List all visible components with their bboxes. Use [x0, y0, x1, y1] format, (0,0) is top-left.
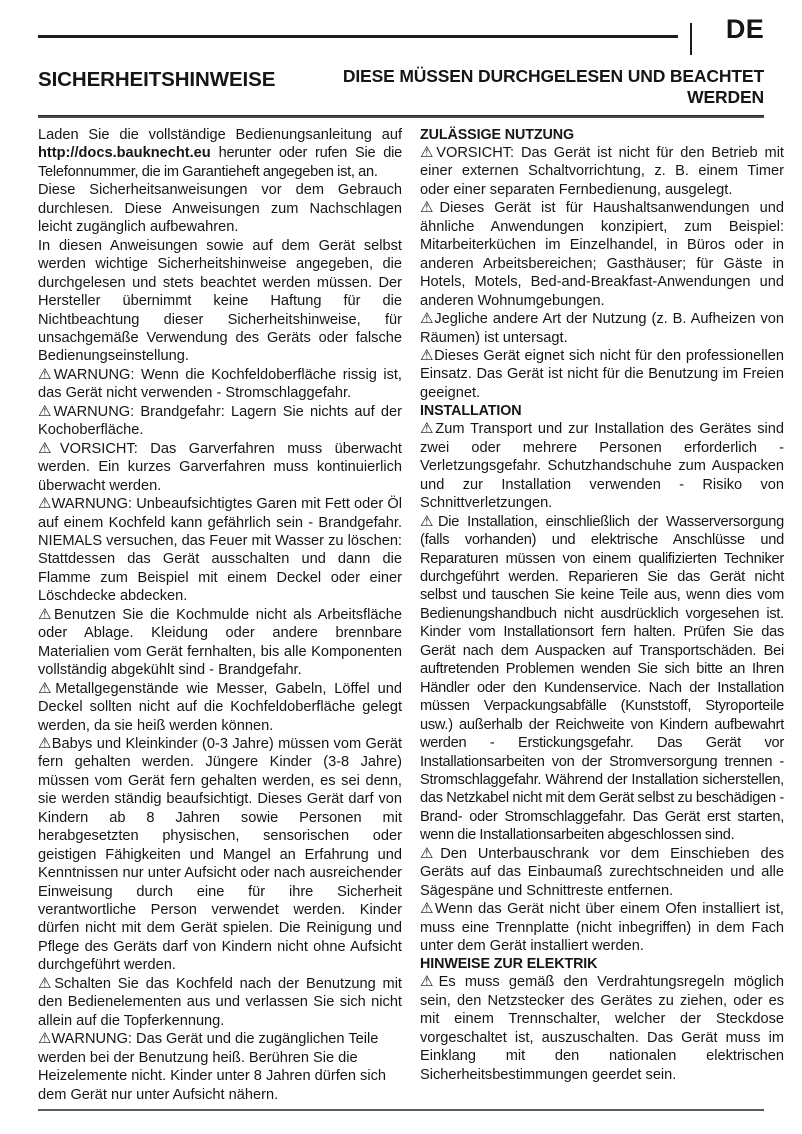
left-warning-6 [38, 680, 402, 735]
header-top-row [38, 14, 764, 64]
left-warning-2-text: WARNUNG: Brandgefahr: Lagern Sie nichts auf der Kochoberfläche. [38, 403, 402, 439]
page-header [38, 0, 764, 118]
left-warning-3-text: VORSICHT: Das Garverfahren muss überwacht werden. Ein kurzes Garverfahren muss kontinuierlich überwacht werden. [38, 440, 402, 494]
right-s2-warning-2-text: Die Installation, einschließlich der Wasserversorgung (falls vorhanden) und elektrische Anschlüsse und Reparaturen müssen von einem qualifizierten Techniker durchgeführt werden. Reparieren Sie das Gerät nicht selbst und tauschen Sie keine Teile aus, wenn dies vom Bedienungshandbuch nicht ausdrücklich vorgesehen ist. Kinder vom Installationsort fern halten. Prüfen Sie das Gerät nach dem Auspacken auf Transportschäden. Bei auftretenden Problemen wenden Sie sich bitte an Ihren Händler oder den Kundenservice. Nach der Installation müssen Verpackungsabfälle (Kunststoff, Styroporteile usw.) außerhalb der Reichweite von Kindern aufbewahrt werden - Erstickungsgefahr. Das Gerät vor Installationsarbeiten von der Stromversorgung trennen - Stromschlaggefahr. Während der Installation sicherstellen, das Netzkabel nicht mit dem Gerät selbst zu beschädigen - Brand- oder Stromschlaggefahr. Das Gerät erst starten, wenn die Installationsarbeiten abgeschlossen sind. [420, 513, 784, 844]
right-s1-warning-4-text: Dieses Gerät eignet sich nicht für den professionellen Einsatz. Das Gerät ist nicht für die Benutzung im Freien geeignet. [420, 347, 785, 401]
intro-paragraph [38, 126, 402, 181]
left-warning-5-text: Benutzen Sie die Kochmulde nicht als Arbeitsfläche oder Ablage. Kleidung oder andere brennbare Materialien vom Gerät fernhalten, bis alle Komponenten vollständig abgekühlt sind - Brandgefahr. [38, 606, 402, 679]
right-s3-warning-1 [420, 973, 784, 1084]
warning-triangle-icon: ⚠ [38, 494, 52, 513]
left-warning-9 [38, 1030, 402, 1104]
warning-triangle-icon: ⚠ [420, 345, 435, 364]
section-heading-installation: INSTALLATION [420, 403, 522, 420]
warning-triangle-icon: ⚠ [420, 198, 440, 217]
right-s2-warning-1 [420, 420, 784, 512]
intro-text-before: Laden Sie die vollständige Bedienungsanleitung auf [38, 127, 402, 143]
left-column [38, 126, 402, 1104]
left-warning-6-text: Metallgegenstände wie Messer, Gabeln, Löffel und Deckel sollten nicht auf die Kochfeldoberfläche gelegt werden, da sie heiß werden können. [38, 680, 402, 734]
warning-triangle-icon: ⚠ [420, 309, 435, 328]
left-warning-3 [38, 440, 402, 495]
warning-triangle-icon: ⚠ [38, 973, 55, 992]
page-subtitle: DIESE MÜSSEN DURCHGELESEN UND BEACHTET WERDEN [342, 66, 764, 107]
right-s2-warning-3-text: Den Unterbauschrank vor dem Einschieben des Geräts auf das Einbaumaß zurechtschneiden und alle Sägespäne und Schnittreste entfernen. [420, 845, 784, 899]
left-warning-7-text: Babys und Kleinkinder (0-3 Jahre) müssen vom Gerät fern gehalten werden. Jüngere Kinder (3-8 Jahre) müssen vom Gerät fern gehalten werden, es sei denn, sie werden ständig beaufsichtigt. Dieses Gerät darf von Kindern ab 8 Jahren sowie Personen mit herabgesetzten physischen, sensorischen oder geistigen Fähigkeiten und Mangel an Erfahrung und Kenntnissen nur unter Aufsicht oder nach ausreichender Einweisung durch eine für ihre Sicherheit verantwortliche Person verwendet werden. Kinder dürfen nicht mit dem Gerät spielen. Die Reinigung und Pflege des Geräts darf von Kindern nicht ohne Aufsicht durchgeführt werden. [38, 735, 403, 974]
warning-triangle-icon: ⚠ [420, 419, 436, 438]
left-warning-9-text: WARNUNG: Das Gerät und die zugänglichen Teile werden bei der Benutzung heiß. Berühren Sie die Heizelemente nicht. Kinder unter 8 Jahren dürfen sich dem Gerät nur unter Aufsicht nähern. [38, 1031, 387, 1103]
warning-triangle-icon: ⚠ [38, 438, 60, 457]
left-warning-4-text: WARNUNG: Unbeaufsichtigtes Garen mit Fett oder Öl auf einem Kochfeld kann gefährlich sein - Brandgefahr. NIEMALS versuchen, das Feuer mit Wasser zu löschen: Stattdessen das Gerät ausschalten und dann die Flamme zum Beispiel mit einem Deckel oder einer Löschdecke abdecken. [38, 496, 403, 605]
warning-triangle-icon: ⚠ [38, 364, 54, 383]
right-s1-warning-1-text: VORSICHT: Das Gerät ist nicht für den Betrieb mit einer externen Schaltvorrichtung, z. B. einem Timer oder einer separaten Fernbedienung, ausgelegt. [420, 145, 784, 198]
right-column [420, 126, 784, 1084]
warning-triangle-icon: ⚠ [420, 511, 439, 530]
warning-triangle-icon: ⚠ [38, 678, 56, 697]
warning-triangle-icon: ⚠ [38, 401, 54, 420]
left-warning-5 [38, 606, 402, 680]
header-title-row [38, 66, 764, 108]
header-bottom-rule [38, 115, 764, 118]
documentation-url[interactable]: http://docs.bauknecht.eu [38, 145, 211, 162]
right-s3-warning-1-text: Es muss gemäß den Verdrahtungsregeln möglich sein, den Netzstecker des Gerätes zu ziehen, oder es mit einem Trennschalter, welcher der Steckdose vorgeschaltet ist, auszuschalten. Das Gerät muss im Einklang mit den nationalen elektrischen Sicherheitsbestimmungen geerdet sein. [420, 974, 784, 1083]
left-paragraph-2: In diesen Anweisungen sowie auf dem Gerät selbst werden wichtige Sicherheitshinweise angegeben, die durchgelesen und stets beachtet werden müssen. Der Hersteller übernimmt keine Haftung für die Nichtbeachtung dieser Sicherheitshinweise, für unsachgemäße Verwendung des Geräts oder falsche Bedienungseinstellung. [38, 237, 402, 365]
left-warning-2 [38, 403, 402, 440]
warning-triangle-icon: ⚠ [38, 1029, 52, 1048]
right-s1-warning-3-text: Jegliche andere Art der Nutzung (z. B. Aufheizen von Räumen) ist untersagt. [420, 311, 784, 346]
right-s2-warning-4 [420, 900, 784, 955]
warning-triangle-icon: ⚠ [38, 733, 52, 752]
warning-triangle-icon: ⚠ [420, 143, 437, 161]
right-s2-warning-4-text: Wenn das Gerät nicht über einem Ofen installiert ist, muss eine Trennplatte (nicht inbegriffen) in dem Fach unter dem Gerät installiert werden. [420, 901, 784, 955]
left-warning-7 [38, 735, 402, 975]
right-s1-warning-4 [420, 347, 784, 402]
right-s1-warning-2-text: Dieses Gerät ist für Haushaltsanwendungen und ähnliche Anwendungen konzipiert, zum Beispiel: Mitarbeiterküchen im Einzelhandel, in Büros oder in anderen Arbeitsbereichen; Gasthäuser; für Gäste in Hotels, Motels, Bed-and-Breakfast-Anwendungen und anderen Wohnumgebungen. [420, 200, 784, 309]
warning-triangle-icon: ⚠ [38, 604, 55, 623]
left-paragraph-1: Diese Sicherheitsanweisungen vor dem Gebrauch durchlesen. Diese Anweisungen zum Nachschlagen leicht zugänglich aufbewahren. [38, 182, 402, 236]
warning-triangle-icon: ⚠ [420, 843, 441, 862]
right-s2-warning-1-text: Zum Transport und zur Installation des Gerätes sind zwei oder mehrere Personen erforderlich - Verletzungsgefahr. Schutzhandschuhe zum Auspacken und zur Installation verwenden - Risiko von Schnittverletzungen. [420, 421, 784, 512]
warning-triangle-icon: ⚠ [420, 899, 435, 918]
right-s1-warning-1 [420, 144, 784, 199]
left-warning-1-text: WARNUNG: Wenn die Kochfeldoberfläche rissig ist, das Gerät nicht verwenden - Stromschlaggefahr. [38, 366, 402, 402]
section-heading-hinweise-zur-elektrik: HINWEISE ZUR ELEKTRIK [420, 956, 598, 973]
header-top-rule [38, 35, 678, 38]
right-s2-warning-3 [420, 845, 784, 900]
left-warning-1 [38, 366, 402, 403]
left-warning-8 [38, 975, 402, 1030]
right-s1-warning-2 [420, 199, 784, 310]
left-warning-8-text: Schalten Sie das Kochfeld nach der Benutzung mit den Bedienelementen aus und verlassen Sie sich nicht allein auf die Topferkennung. [38, 975, 402, 1029]
intro-text-after: herunter oder rufen Sie die Telefonnummer, die im Garantieheft angegeben ist, an. [38, 145, 402, 180]
section-heading-zulaessige-nutzung: ZULÄSSIGE NUTZUNG [420, 127, 574, 143]
footer-rule [38, 1109, 764, 1111]
right-s1-warning-3 [420, 310, 784, 347]
page-title: SICHERHEITSHINWEISE [38, 68, 276, 91]
language-divider [690, 23, 692, 55]
right-s2-warning-2 [420, 513, 784, 845]
language-code: DE [725, 14, 764, 44]
left-warning-4 [38, 495, 402, 606]
body-columns [38, 126, 785, 1104]
warning-triangle-icon: ⚠ [420, 972, 439, 991]
